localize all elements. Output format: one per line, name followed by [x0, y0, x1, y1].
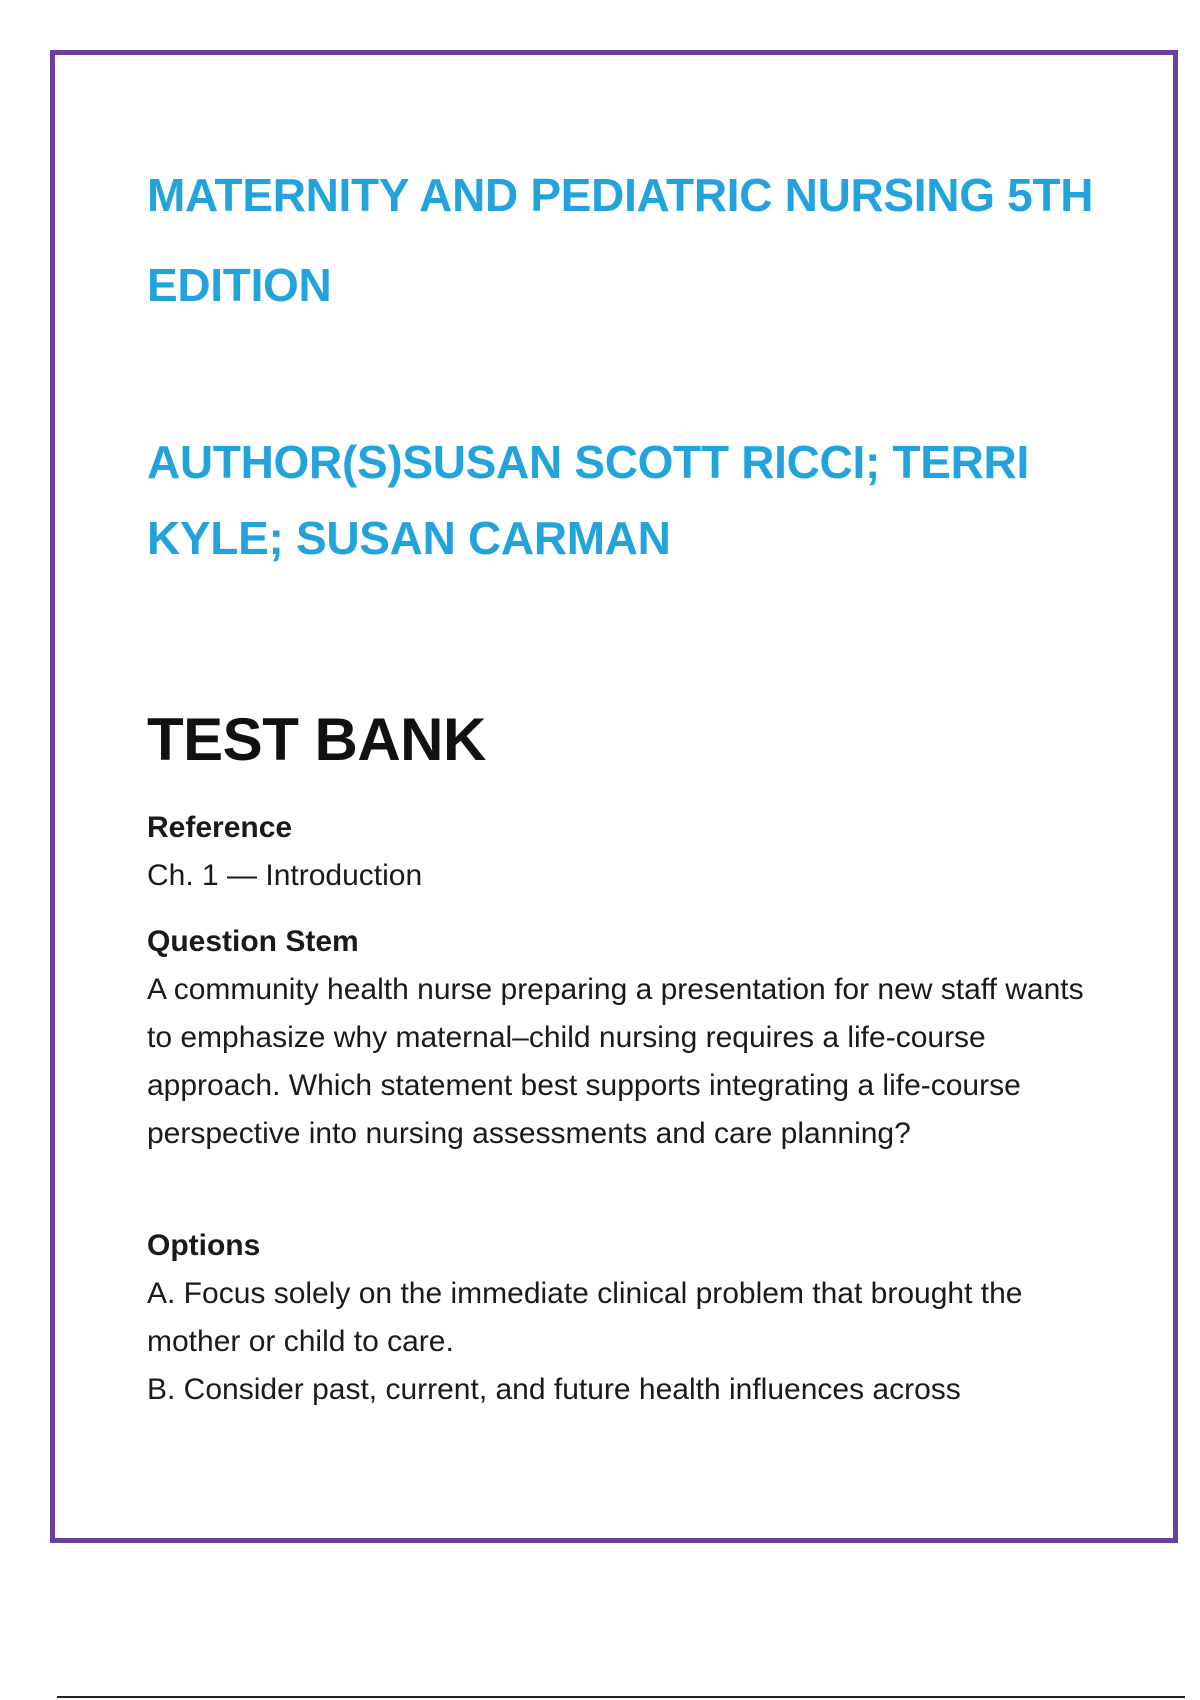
- reference-section: [147, 808, 1097, 900]
- book-authors: AUTHOR(S)SUSAN SCOTT RICCI; TERRI KYLE; SUSAN CARMAN: [147, 436, 1029, 564]
- options-section: [147, 1226, 1097, 1414]
- option-b: B. Consider past, current, and future health influences across: [147, 1373, 961, 1406]
- bottom-divider: [57, 1696, 1185, 1698]
- options-heading: Options: [147, 1229, 261, 1262]
- question-section: [147, 922, 1097, 1158]
- option-a: A. Focus solely on the immediate clinical problem that brought the mother or child to care.: [147, 1277, 1023, 1358]
- document-type-heading: TEST BANK: [147, 706, 486, 773]
- reference-heading: Reference: [147, 811, 293, 844]
- question-heading: Question Stem: [147, 925, 359, 958]
- book-title: MATERNITY AND PEDIATRIC NURSING 5TH EDITION: [147, 169, 1094, 311]
- question-stem-text: A community health nurse preparing a presentation for new staff wants to emphasize why maternal–child nursing requires a life-course approach. Which statement best supports integrating a life-course perspective into nursing assessments and care planning?: [147, 973, 1084, 1150]
- options-list: [147, 1270, 1097, 1414]
- reference-value: Ch. 1 — Introduction: [147, 859, 423, 892]
